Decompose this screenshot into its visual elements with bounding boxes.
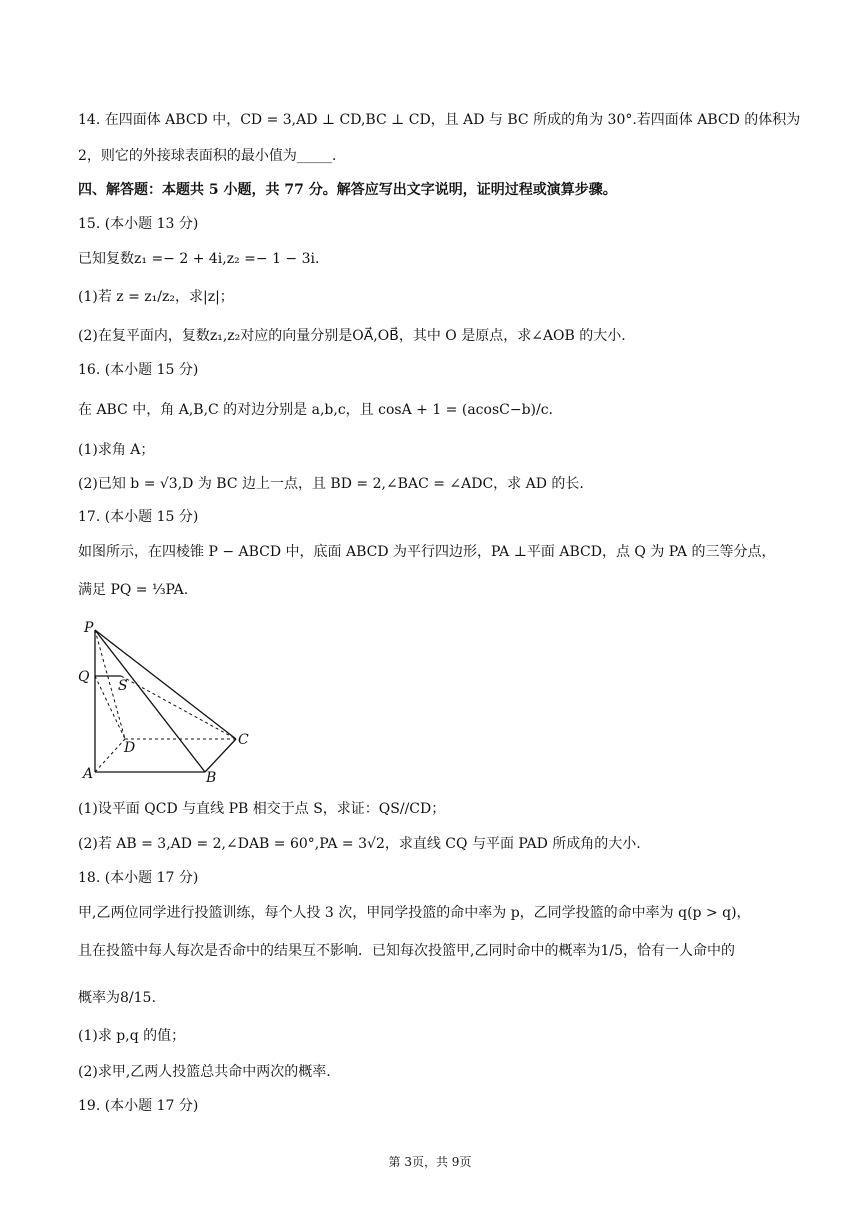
- question-17-header: 17. (本小题 15 分): [78, 509, 199, 525]
- line-q18e: (2)求甲,乙两人投篮总共命中两次的概率.: [78, 1064, 331, 1080]
- line-q18c: 概率为8/15.: [78, 990, 156, 1006]
- question-18-header: 18. (本小题 17 分): [78, 870, 199, 886]
- line-q15a: 已知复数z₁ =− 2 + 4i,z₂ =− 1 − 3i.: [78, 251, 320, 267]
- label-A: A: [83, 766, 94, 782]
- line-q15c: (2)在复平面内，复数z₁,z₂对应的向量分别是OA⃗,OB⃗，其中 O 是原点，求∠AOB 的大小.: [78, 328, 626, 344]
- line-q15b: (1)若 z = z₁/z₂，求|z|；: [78, 289, 234, 305]
- line-q14a: 14. 在四面体 ABCD 中，CD = 3,AD ⊥ CD,BC ⊥ CD，且 AD 与 BC 所成的角为 30°.若四面体 ABCD 的体积为: [78, 112, 801, 128]
- section-heading: 四、解答题：本题共 5 小题，共 77 分。解答应写出文字说明，证明过程或演算步骤。: [78, 182, 617, 198]
- line-q16c: (2)已知 b = √3,D 为 BC 边上一点，且 BD = 2,∠BAC = ∠ADC，求 AD 的长.: [78, 476, 584, 492]
- line-q18a: 甲,乙两位同学进行投篮训练，每个人投 3 次，甲同学投篮的命中率为 p，乙同学投篮的命中率为 q(p > q)，: [78, 905, 751, 921]
- line-q17d: (2)若 AB = 3,AD = 2,∠DAB = 60°,PA = 3√2，求直线 CQ 与平面 PAD 所成角的大小.: [78, 836, 641, 852]
- label-D: D: [124, 740, 136, 756]
- pyramid-figure: [78, 616, 268, 786]
- page-footer: 第 3页，共 9页: [388, 1155, 472, 1169]
- line-q17c: (1)设平面 QCD 与直线 PB 相交于点 S，求证：QS//CD；: [78, 801, 446, 817]
- line-q17b: 满足 PQ = ⅓PA.: [78, 582, 189, 598]
- edge-PB: [95, 630, 205, 772]
- line-q14b: 2，则它的外接球表面积的最小值为_____.: [78, 148, 337, 164]
- edge-SC: [121, 676, 236, 739]
- question-16-header: 16. (本小题 15 分): [78, 362, 199, 378]
- question-15-header: 15. (本小题 13 分): [78, 216, 199, 232]
- line-q18b: 且在投篮中每人每次是否命中的结果互不影响．已知每次投篮甲,乙同时命中的概率为1/5，恰有一人命中的: [78, 943, 735, 959]
- edge-PC: [95, 630, 236, 739]
- line-q16b: (1)求角 A；: [78, 442, 155, 458]
- label-S: S: [118, 678, 128, 694]
- line-q17a: 如图所示，在四棱锥 P − ABCD 中，底面 ABCD 为平行四边形，PA ⊥平面 ABCD，点 Q 为 PA 的三等分点，: [78, 544, 776, 560]
- label-C: C: [238, 732, 249, 748]
- label-P: P: [84, 620, 94, 636]
- line-q18d: (1)求 p,q 的值；: [78, 1028, 186, 1044]
- edge-BC: [205, 739, 236, 772]
- line-q16a: 在 ABC 中，角 A,B,C 的对边分别是 a,b,c，且 cosA + 1 = (acosC−b)/c.: [78, 402, 554, 418]
- edge-AD: [95, 739, 125, 772]
- label-Q: Q: [78, 669, 90, 685]
- question-19-header: 19. (本小题 17 分): [78, 1098, 199, 1114]
- label-B: B: [206, 770, 217, 786]
